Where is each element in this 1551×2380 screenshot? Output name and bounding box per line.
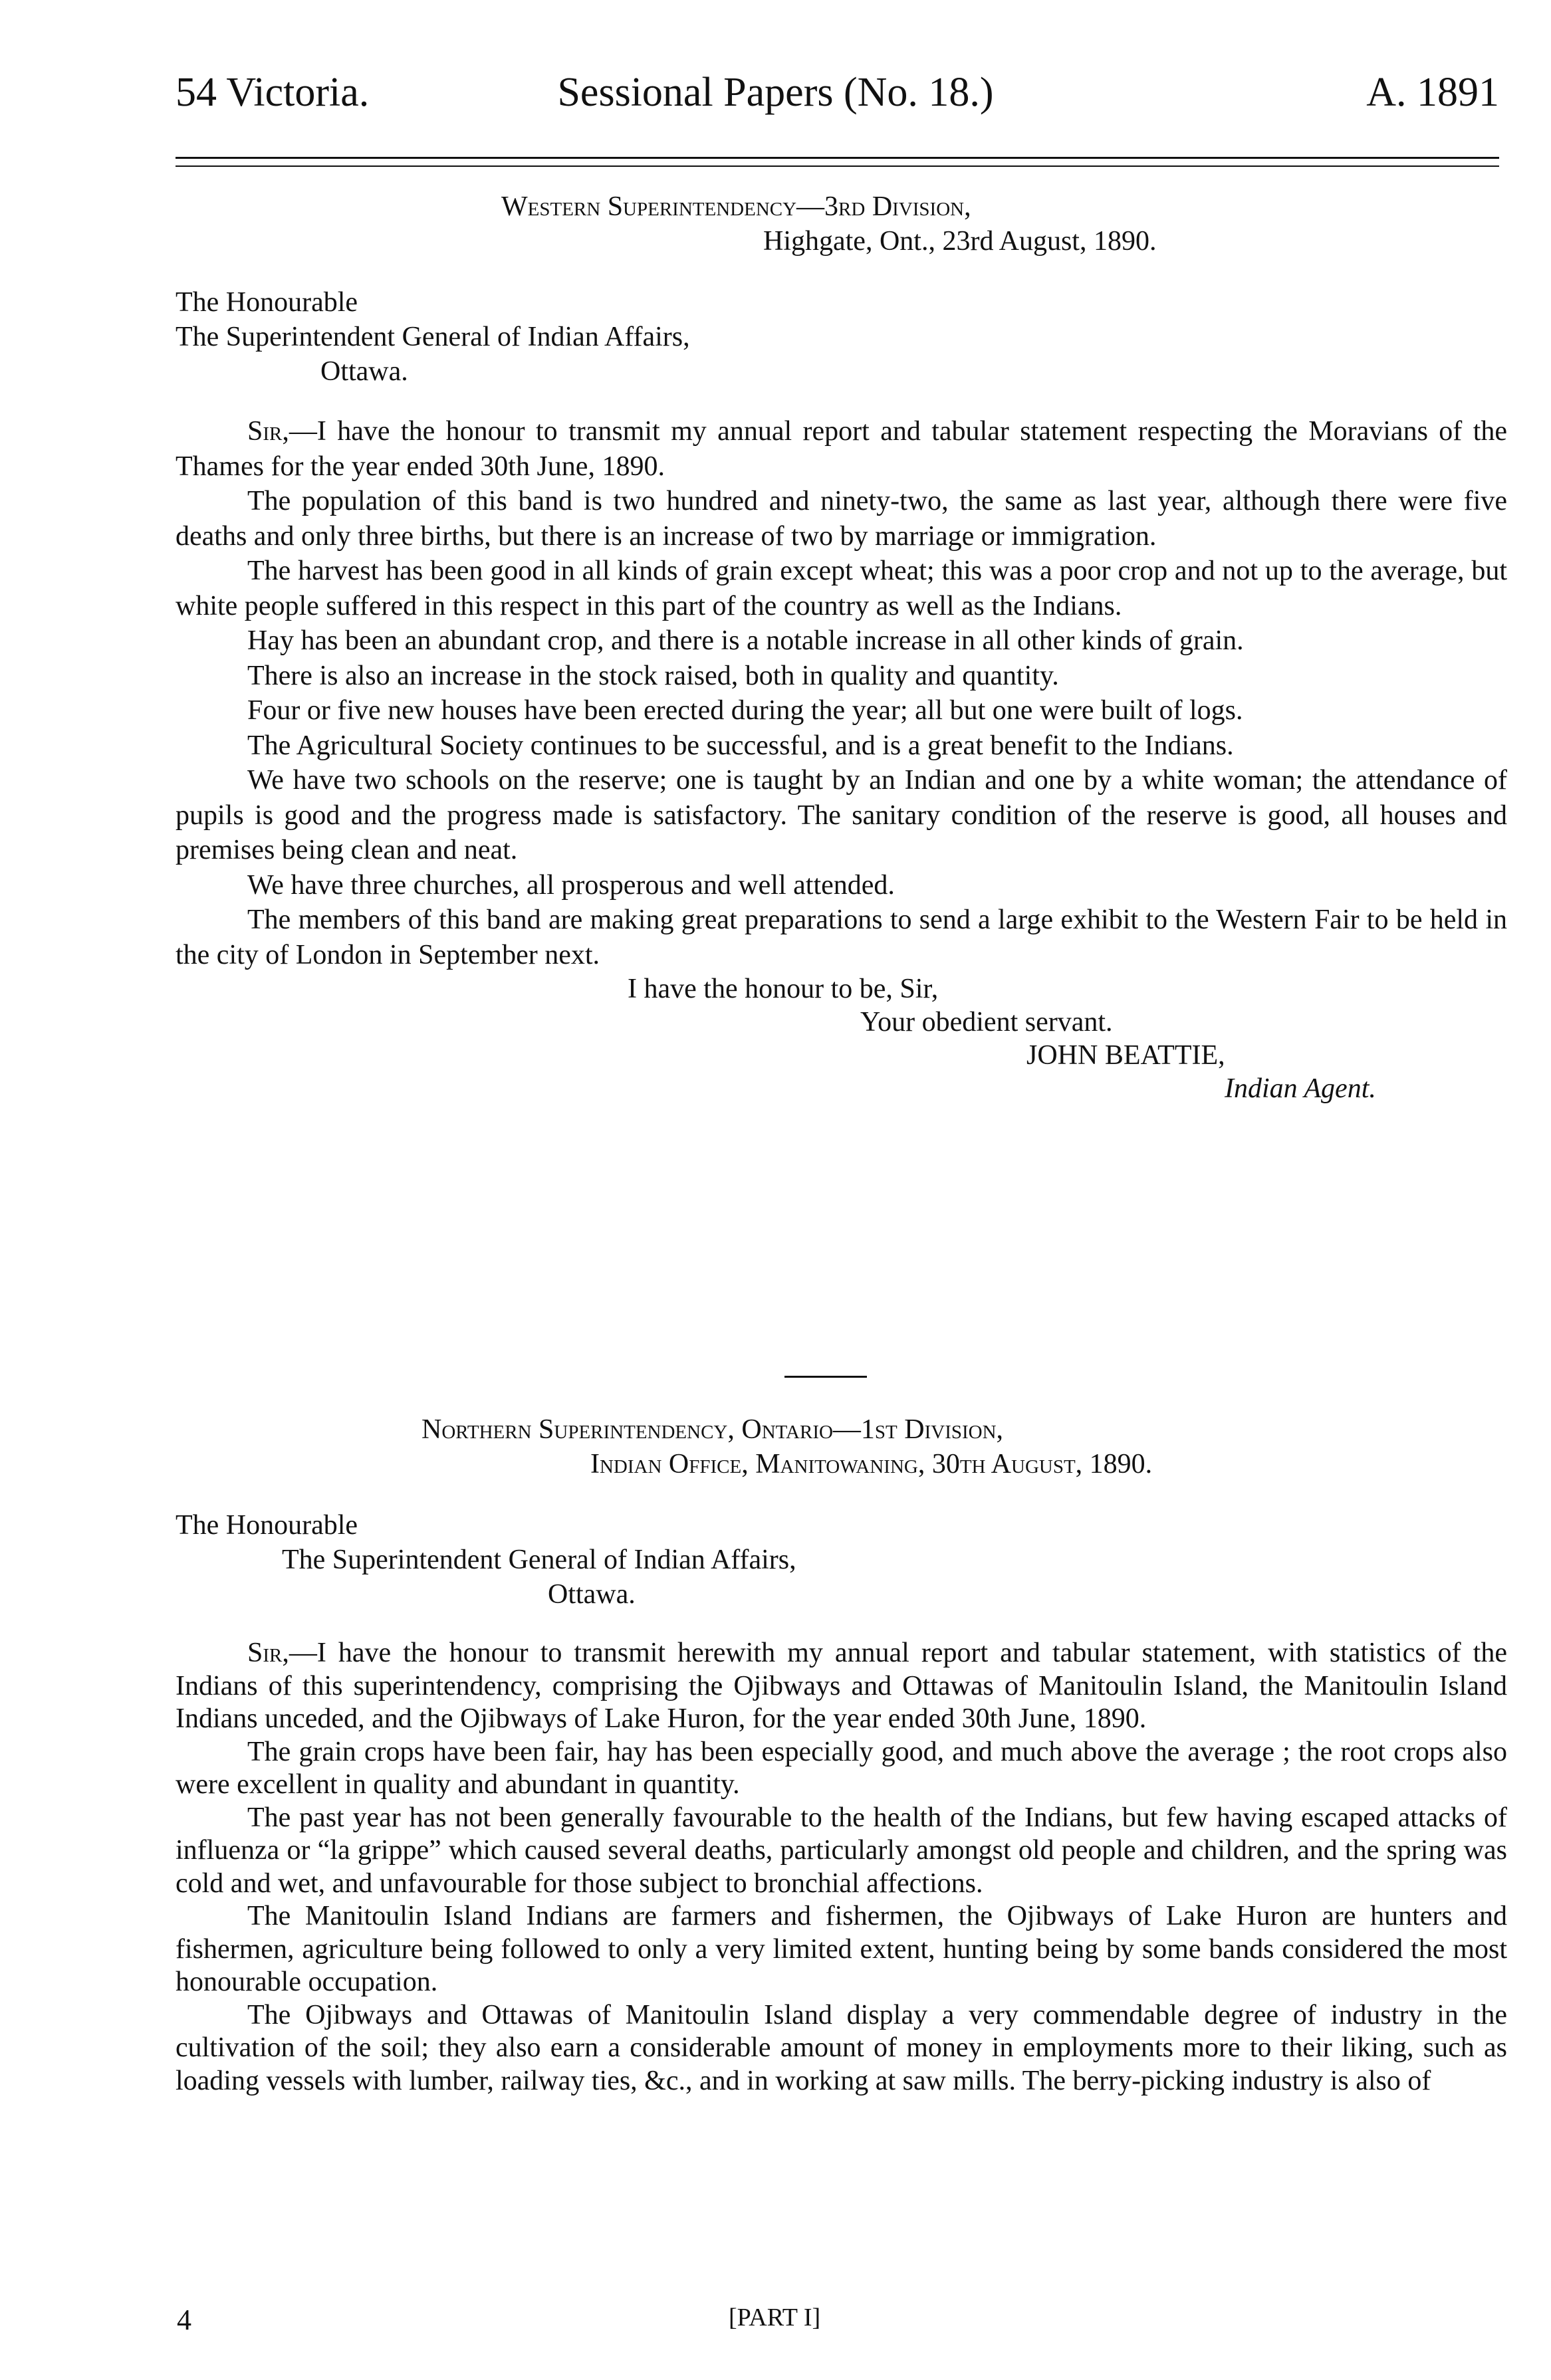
letter1-salutation-line3: Ottawa.: [320, 356, 408, 387]
letter2-salutation-line1: The Honourable: [176, 1510, 358, 1541]
letter1-paragraph-3: The harvest has been good in all kinds of grain except wheat; this was a poor crop and not up to the average, but white people suffered in this respect in this part of the country as well as the Indians.: [176, 556, 1507, 621]
letter2-paragraph-1-text: —I have the honour to transmit herewith my annual report and tabular statement, with statistics of the Indians of this superintendency, comprising the Ojibways and Ottawas of Manitoulin Island, the Manitoulin Island Indians unceded, and the Ojibways of Lake Huron, for the year ended 30th June, 1890.: [176, 1638, 1507, 1734]
letter1-body: [176, 414, 1507, 972]
letter1-paragraph-8: We have two schools on the reserve; one is taught by an Indian and one by a white woman; the attendance of pupils is good and the progress made is satisfactory. The sanitary condition of the reserve is good, all houses and premises being clean and neat.: [176, 765, 1507, 865]
running-header-left: 54 Victoria.: [176, 70, 370, 115]
letter2-body: [176, 1637, 1507, 2098]
letter2-salutation: [176, 1508, 1507, 1612]
header-rule-thick: [176, 157, 1499, 159]
letter1-salutation-line2: The Superintendent General of Indian Affairs,: [176, 322, 690, 352]
letter1-paragraph-9: We have three churches, all prosperous and well attended.: [247, 869, 895, 901]
letter1-paragraph-6: Four or five new houses have been erected during the year; all but one were built of logs.: [247, 695, 1243, 726]
letter2-lead: Sir,: [247, 1638, 289, 1668]
letter1-paragraph-1-text: —I have the honour to transmit my annual report and tabular statement respecting the Moravians of the Thames for the year ended 30th June, 1890.: [176, 416, 1507, 482]
closing-line-1: I have the honour to be, Sir,: [628, 974, 939, 1004]
letter1-paragraph-1: [176, 414, 1507, 484]
page-number: 4: [177, 2304, 191, 2336]
letter1-salutation-line1: The Honourable: [176, 287, 358, 318]
letter2-paragraph-1: [176, 1637, 1507, 1736]
letter1-paragraph-4: Hay has been an abundant crop, and there is a notable increase in all other kinds of grain.: [247, 625, 1244, 656]
letter1-paragraph-5: There is also an increase in the stock raised, both in quality and quantity.: [247, 660, 1059, 691]
letter2-address-line2: Indian Office, Manitowaning, 30th August, 1890.: [590, 1449, 1153, 1479]
signatory-name: JOHN BEATTIE,: [1026, 1040, 1225, 1071]
letter2-salutation-line2: The Superintendent General of Indian Affairs,: [282, 1545, 796, 1575]
letter1-salutation: [176, 285, 1507, 389]
letter1-paragraph-2: The population of this band is two hundred and ninety-two, the same as last year, although there were five deaths and only three births, but there is an increase of two by marriage or immigration.: [176, 486, 1507, 552]
closing-line-2: Your obedient servant.: [860, 1007, 1113, 1037]
letter-northern-superintendency: [176, 1412, 1507, 2098]
letter2-paragraph-4: The Manitoulin Island Indians are farmers and fishermen, the Ojibways of Lake Huron are hunters and fishermen, agriculture being followed to only a very limited extent, hunting being by some bands considered the most honourable occupation.: [176, 1901, 1507, 1997]
letter2-paragraph-3: The past year has not been generally favourable to the health of the Indians, but few having escaped attacks of influenza or “la grippe” which caused several deaths, particularly amongst old people and children, and the spring was cold and wet, and unfavourable for those subject to bronchial affections.: [176, 1802, 1507, 1899]
letter1-address-line1: Western Superintendency—3rd Division,: [501, 191, 971, 222]
header-rule-thin: [176, 165, 1499, 167]
section-divider: [784, 1376, 867, 1378]
letter1-lead: Sir,: [247, 416, 289, 447]
letter1-paragraph-7: The Agricultural Society continues to be successful, and is a great benefit to the Indians.: [247, 730, 1234, 761]
letter1-closing: [176, 972, 1507, 1105]
part-marker: [PART I]: [729, 2304, 821, 2331]
letter1-paragraph-10: The members of this band are making great preparations to send a large exhibit to the Western Fair to be held in the city of London in September next.: [176, 905, 1507, 970]
letter2-address-line1: Northern Superintendency, Ontario—1st Division,: [421, 1414, 1004, 1445]
running-header-center: Sessional Papers (No. 18.): [557, 70, 994, 115]
letter1-address-line2: Highgate, Ont., 23rd August, 1890.: [763, 226, 1157, 257]
letter-western-superintendency: [176, 189, 1507, 1105]
letter2-salutation-line3: Ottawa.: [548, 1579, 636, 1610]
letter2-paragraph-5: The Ojibways and Ottawas of Manitoulin Island display a very commendable degree of industry in the cultivation of the soil; they also earn a considerable amount of money in employments more to their liking, such as loading vessels with lumber, railway ties, &c., and in working at saw mills. The berry-picking industry is also of: [176, 1999, 1507, 2096]
signatory-title: Indian Agent.: [1225, 1073, 1376, 1104]
letter2-paragraph-2: The grain crops have been fair, hay has been especially good, and much above the average ; the root crops also were excellent in quality and abundant in quantity.: [176, 1736, 1507, 1800]
running-header-right: A. 1891: [1366, 70, 1499, 115]
